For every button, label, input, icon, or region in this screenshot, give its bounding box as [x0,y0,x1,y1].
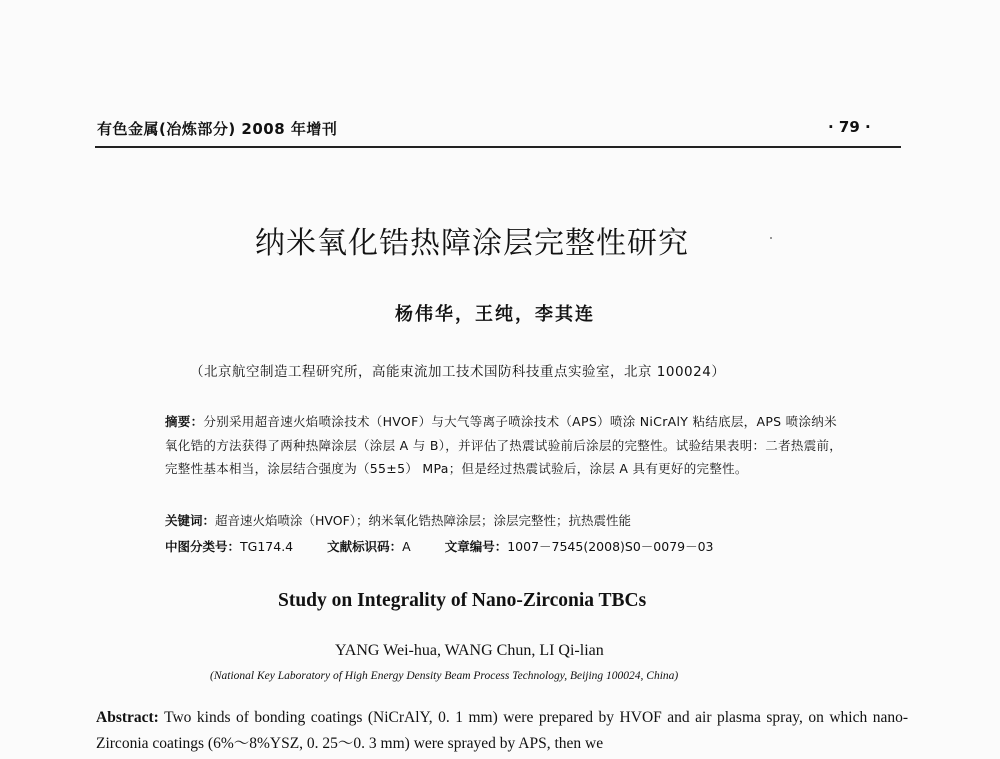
affiliation-en: (National Key Laboratory of High Energy Density Beam Process Technology, Beijing 100024, China) [210,670,679,682]
paper-title-cn: 纳米氧化锆热障涂层完整性研究 [255,226,689,261]
affiliation-cn: （北京航空制造工程研究所，高能束流加工技术国防科技重点实验室，北京 100024） [190,364,726,380]
keywords-cn-label: 关键词： [165,513,216,528]
doc-code-value: A [402,539,411,554]
abstract-en-text: Two kinds of bonding coatings (NiCrAlY, 0. 1 mm) were prepared by HVOF and air plasma spray, on which nano-Zirconia coatings (6%～8%YSZ, 0. 25～0. 3 mm) were sprayed by APS, then we [96,709,908,752]
keywords-cn [165,511,631,529]
abstract-en [96,705,908,757]
article-number-label: 文章编号： [444,539,508,554]
doc-code-label: 文献标识码： [327,539,403,554]
page-number: · 79 · [828,118,871,136]
journal-header: 有色金属(冶炼部分) 2008 年增刊 [97,120,338,138]
clc-label: 中图分类号： [165,539,241,554]
paper-title-en: Study on Integrality of Nano-Zirconia TBCs [278,590,647,611]
clc-value: TG174.4 [240,539,294,554]
header-rule [95,146,901,148]
abstract-cn [165,410,845,481]
authors-en: YANG Wei-hua, WANG Chun, LI Qi-lian [335,642,604,659]
classification-line [165,537,714,555]
scan-speck [770,237,772,239]
abstract-cn-label: 摘要： [165,414,204,429]
keywords-cn-text: 超音速火焰喷涂（HVOF）；纳米氧化锆热障涂层；涂层完整性；抗热震性能 [215,513,632,528]
abstract-en-label: Abstract: [96,709,159,726]
authors-cn: 杨伟华，王纯，李其连 [395,304,595,325]
abstract-cn-text: 分别采用超音速火焰喷涂技术（HVOF）与大气等离子喷涂技术（APS）喷涂 NiCrAlY 粘结底层，APS 喷涂纳米氧化锆的方法获得了两种热障涂层（涂层 A 与 B），并评估了热震试验前后涂层的完整性。试验结果表明：二者热震前，完整性基本相当，涂层结合强度为（55±5） MPa；但是经过热震试验后，涂层 A 具有更好的完整性。 [165,414,843,476]
article-number-value: 1007－7545(2008)S0－0079－03 [507,539,714,554]
